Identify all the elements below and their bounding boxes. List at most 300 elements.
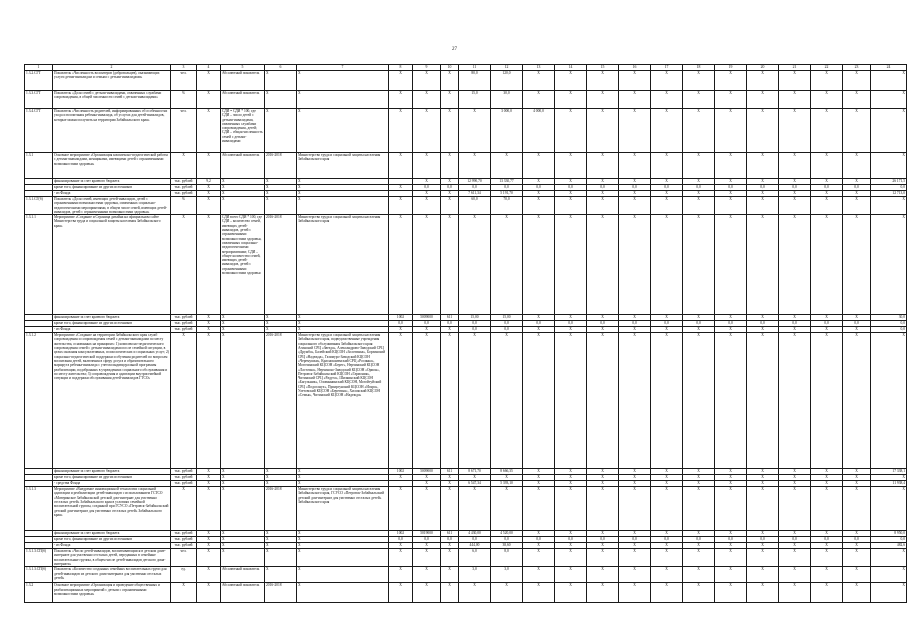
table-cell: X <box>197 567 221 583</box>
table-cell: X <box>779 215 811 315</box>
table-cell: 9,2 <box>197 179 221 185</box>
row-description-cell: Показатель «Численность родителей, информированных об особенностях ухода и воспитания ребенка-инвалида, об услугах для детей-инвалидов, которые можно получить на территории Забайкальского края» <box>53 109 171 153</box>
table-cell: X <box>197 71 221 91</box>
table-cell: X <box>683 583 715 603</box>
table-cell: X <box>683 153 715 179</box>
table-cell: X <box>779 153 811 179</box>
table-cell: X <box>441 109 459 153</box>
table-cell: 0,0 <box>523 321 555 327</box>
table-cell: X <box>619 191 651 197</box>
table-cell: X <box>843 333 871 469</box>
table-cell: X <box>297 197 389 215</box>
table-cell: 2016-2018 <box>265 583 297 603</box>
table-cell: X <box>389 215 413 315</box>
column-number-cell: 14 <box>555 65 587 71</box>
table-cell: X <box>843 315 871 321</box>
table-cell: X <box>171 153 197 179</box>
table-cell: X <box>651 567 683 583</box>
table-cell: X <box>619 197 651 215</box>
table-cell: X <box>265 91 297 109</box>
row-description-cell: финансирование за счет краевого бюджета <box>53 315 171 321</box>
table-cell: X <box>197 531 221 537</box>
table-cell: 0,0 <box>441 537 459 543</box>
table-cell: X <box>715 91 747 109</box>
table-cell: 0,0 <box>491 321 523 327</box>
table-row <box>25 487 907 531</box>
table-cell: X <box>221 333 265 469</box>
table-cell: X <box>413 179 441 185</box>
table-cell: 1.3.1.1 <box>25 215 53 315</box>
table-cell: X <box>587 481 619 487</box>
table-cell: X <box>747 481 779 487</box>
table-cell: X <box>523 475 555 481</box>
table-cell: X <box>413 543 441 549</box>
table-cell: X <box>843 153 871 179</box>
table-cell: X <box>171 215 197 315</box>
table-cell: X <box>221 185 265 191</box>
table-cell: X <box>197 475 221 481</box>
table-cell: X <box>683 179 715 185</box>
table-cell: 0,0 <box>459 321 491 327</box>
table-cell: 1.3.4.СГТ <box>25 109 53 153</box>
table-cell: X <box>221 191 265 197</box>
table-cell: 12 713,0 <box>871 191 907 197</box>
table-cell: % <box>171 91 197 109</box>
table-cell: X <box>197 549 221 567</box>
table-cell: тыс. рублей <box>171 543 197 549</box>
table-cell: X <box>197 153 221 179</box>
table-cell: X <box>747 531 779 537</box>
table-cell: X <box>651 153 683 179</box>
table-cell: X <box>843 191 871 197</box>
table-cell: X <box>715 469 747 475</box>
column-number-cell: 16 <box>619 65 651 71</box>
table-cell: X <box>651 475 683 481</box>
table-cell: X <box>779 333 811 469</box>
table-cell: X <box>221 549 265 567</box>
table-cell: Абсолютный показатель <box>221 567 265 583</box>
table-cell: X <box>555 315 587 321</box>
table-cell: X <box>715 531 747 537</box>
table-cell: X <box>197 197 221 215</box>
table-cell: тыс. рублей <box>171 185 197 191</box>
table-cell: X <box>265 321 297 327</box>
table-cell: X <box>587 153 619 179</box>
table-cell: X <box>871 549 907 567</box>
table-cell: X <box>297 567 389 583</box>
table-cell: чел. <box>171 71 197 91</box>
table-cell: X <box>197 109 221 153</box>
column-number-cell: 19 <box>715 65 747 71</box>
table-cell: 0,0 <box>491 185 523 191</box>
table-cell: X <box>747 469 779 475</box>
table-cell: X <box>389 475 413 481</box>
table-cell: 1.3.1.СГ(б) <box>25 197 53 215</box>
table-cell: X <box>197 487 221 531</box>
table-cell: X <box>811 333 843 469</box>
table-cell: 5009000 <box>413 469 441 475</box>
table-cell: 0,0 <box>811 321 843 327</box>
table-cell: X <box>843 109 871 153</box>
table-cell: X <box>843 583 871 603</box>
table-cell: X <box>747 315 779 321</box>
table-cell: X <box>413 153 441 179</box>
table-cell: X <box>221 481 265 487</box>
table-cell: X <box>651 315 683 321</box>
table-cell: X <box>619 469 651 475</box>
table-cell: X <box>555 179 587 185</box>
table-cell: X <box>587 531 619 537</box>
table-cell: X <box>265 191 297 197</box>
table-cell: X <box>389 327 413 333</box>
table-cell: 15,0 <box>459 91 491 109</box>
table-cell: X <box>715 481 747 487</box>
table-cell: 0,0 <box>747 537 779 543</box>
table-cell: X <box>459 487 491 531</box>
table-cell: X <box>843 179 871 185</box>
table-cell: СДИ всего СДИ * 100, где СДИ – количество семей, имеющих детей-инвалидов, детей с ограниченными возможностями здоровья, охваченных социально-педагогическими мероприятиями; СДИ – общее количество семей, имеющих детей-инвалидов, детей с ограниченными возможностями здоровья <box>221 215 265 315</box>
table-cell: X <box>221 179 265 185</box>
table-cell: X <box>587 197 619 215</box>
table-cell: X <box>265 469 297 475</box>
row-description-cell: кроме того, финансирование из других источников <box>53 321 171 327</box>
table-cell: X <box>619 215 651 315</box>
table-cell: 17 338,1 <box>871 469 907 475</box>
table-cell: тыс. рублей <box>171 179 197 185</box>
table-cell: 12 990,70 <box>459 179 491 185</box>
row-description-cell: кроме того, финансирование из других источников <box>53 537 171 543</box>
table-cell: X <box>619 71 651 91</box>
table-cell: X <box>811 91 843 109</box>
column-number-cell: 21 <box>779 65 811 71</box>
table-cell: X <box>811 567 843 583</box>
table-cell: 120,0 <box>491 71 523 91</box>
table-cell: X <box>779 315 811 321</box>
table-cell: X <box>651 469 683 475</box>
table-cell: X <box>779 469 811 475</box>
table-cell: X <box>715 109 747 153</box>
table-cell: X <box>715 549 747 567</box>
table-cell: X <box>265 327 297 333</box>
table-cell: X <box>683 469 715 475</box>
table-cell: X <box>811 487 843 531</box>
table-cell: X <box>523 191 555 197</box>
table-cell: X <box>441 191 459 197</box>
table-cell: 1.3.2 <box>25 583 53 603</box>
table-cell: X <box>523 91 555 109</box>
table-cell: X <box>811 549 843 567</box>
table-cell: X <box>811 179 843 185</box>
table-cell: 0,0 <box>747 185 779 191</box>
table-cell: X <box>441 179 459 185</box>
table-cell: 4 520,00 <box>491 531 523 537</box>
table-cell: X <box>171 487 197 531</box>
table-cell: X <box>413 197 441 215</box>
table-cell: 3 000,0 <box>491 109 523 153</box>
table-cell: X <box>297 537 389 543</box>
table-cell: X <box>715 475 747 481</box>
table-cell: X <box>619 153 651 179</box>
table-cell: X <box>651 327 683 333</box>
table-cell: X <box>555 191 587 197</box>
table-cell: X <box>651 543 683 549</box>
table-cell: тыс. рублей <box>171 469 197 475</box>
table-cell: X <box>389 549 413 567</box>
table-cell: X <box>651 179 683 185</box>
table-cell: X <box>491 487 523 531</box>
table-cell: X <box>715 197 747 215</box>
table-cell: тыс. рублей <box>171 481 197 487</box>
table-cell: X <box>683 91 715 109</box>
table-cell: 0,0 <box>747 321 779 327</box>
table-cell: 5 393,10 <box>491 481 523 487</box>
table-cell: 80,0 <box>459 71 491 91</box>
table-cell: X <box>779 567 811 583</box>
table-cell: X <box>297 531 389 537</box>
table-cell: X <box>197 191 221 197</box>
table-cell: 13 330,77 <box>491 179 523 185</box>
table-cell: X <box>747 487 779 531</box>
table-cell: X <box>197 215 221 315</box>
table-cell: Абсолютный показатель <box>221 153 265 179</box>
table-cell: X <box>389 543 413 549</box>
table-cell: X <box>265 185 297 191</box>
table-cell: 1.3.1 <box>25 153 53 179</box>
table-cell: 0,0 <box>779 185 811 191</box>
column-number-cell: 1 <box>25 65 53 71</box>
table-cell: 8 671,70 <box>459 469 491 475</box>
table-cell: X <box>651 333 683 469</box>
table-cell: X <box>779 327 811 333</box>
table-cell: X <box>197 91 221 109</box>
table-cell: X <box>297 321 389 327</box>
table-row <box>25 333 907 469</box>
table-cell: X <box>651 191 683 197</box>
table-cell: X <box>265 315 297 321</box>
table-cell: 0,0 <box>683 537 715 543</box>
table-cell: X <box>651 481 683 487</box>
table-cell: 0,0 <box>413 321 441 327</box>
table-cell: X <box>651 215 683 315</box>
row-description-cell: Показатель «Доля семей с детьми-инвалидами, охваченных службами сопровождения, в общей численности семей с детьми-инвалидами» <box>53 91 171 109</box>
table-cell: X <box>651 583 683 603</box>
table-cell: X <box>843 487 871 531</box>
column-number-cell: 22 <box>811 65 843 71</box>
table-cell: X <box>459 333 491 469</box>
table-cell: 0,0 <box>779 321 811 327</box>
column-number-cell: 12 <box>491 65 523 71</box>
table-cell: 1002 <box>389 469 413 475</box>
table-cell: X <box>619 583 651 603</box>
table-cell: X <box>811 315 843 321</box>
column-number-cell: 4 <box>197 65 221 71</box>
table-cell: X <box>683 531 715 537</box>
column-number-cell: 18 <box>683 65 715 71</box>
table-row <box>25 567 907 583</box>
table-cell: X <box>619 109 651 153</box>
table-cell: X <box>811 197 843 215</box>
table-row <box>25 197 907 215</box>
table-cell: X <box>221 537 265 543</box>
table-cell: X <box>197 321 221 327</box>
table-cell: X <box>197 315 221 321</box>
table-cell: 1002 <box>389 315 413 321</box>
column-number-cell: 17 <box>651 65 683 71</box>
table-cell: 1.3.1.3.СП(б) <box>25 549 53 567</box>
table-cell: X <box>555 543 587 549</box>
table-cell: X <box>389 567 413 583</box>
table-cell: X <box>747 549 779 567</box>
table-cell: X <box>555 215 587 315</box>
table-cell: X <box>651 109 683 153</box>
column-number-cell: 3 <box>171 65 197 71</box>
row-description-cell: - средства Фонда <box>53 481 171 487</box>
table-cell: X <box>265 543 297 549</box>
table-row <box>25 109 907 153</box>
table-cell: X <box>683 109 715 153</box>
table-cell: 1.3.3.СГТ <box>25 91 53 109</box>
table-cell: X <box>651 91 683 109</box>
table-cell: X <box>523 215 555 315</box>
table-cell: X <box>683 567 715 583</box>
table-cell: X <box>221 327 265 333</box>
table-cell: 0,0 <box>413 185 441 191</box>
table-cell: 0,0 <box>619 537 651 543</box>
program-table <box>24 64 907 603</box>
table-cell: X <box>683 71 715 91</box>
table-cell: 0,0 <box>843 537 871 543</box>
table-cell: X <box>843 71 871 91</box>
table-cell: тыс. рублей <box>171 321 197 327</box>
table-cell: X <box>871 475 907 481</box>
table-cell: 1.3.1.3.СП(б) <box>25 567 53 583</box>
table-cell: 0,0 <box>491 327 523 333</box>
table-cell: X <box>587 543 619 549</box>
table-cell: 60,0 <box>459 197 491 215</box>
table-cell: X <box>389 91 413 109</box>
table-cell: X <box>389 153 413 179</box>
table-cell: X <box>441 487 459 531</box>
table-cell: X <box>555 549 587 567</box>
table-cell: X <box>555 481 587 487</box>
table-cell: X <box>619 531 651 537</box>
table-cell: X <box>747 567 779 583</box>
table-cell: X <box>197 333 221 469</box>
table-cell: X <box>197 543 221 549</box>
table-cell: X <box>715 487 747 531</box>
table-cell: % <box>171 197 197 215</box>
table-cell: X <box>459 583 491 603</box>
table-cell: Министерство труда и социальной защиты населения Забайкальского края, подведомственные учреждения социального обслуживания Забайкальского края: Агинский СРЦ «Звезда», Александрово-Заводский СРЦ «Дружба», Балейский КЦСОН «Золотинка», Борзинский СРЦ «Надежда», Газимуро-Заводский КЦСОН «Черемушки», Краснокаменский СРЦ «Росинка», Могочинский КЦСОН «Берег», Нерчинский КЦСОН «Ласточка», Нерчинско-Заводский КЦСОН «Орион», Петровск-Забайкальский КЦСОН «Гармония», Читинский СРЦ «Радуга», Шилкинский КЦСОН «Багульник», Оловяннинский КЦСОН, Могойтуйский СРЦ «Подсолнух», Приаргунский КЦСОН «Искра», Улетовский КЦСОН «Берегиня», Хилокский КЦСОН «Семья», Читинский КЦСОН «Надежда» <box>297 333 389 469</box>
table-cell: 0,0 <box>843 185 871 191</box>
table-cell: X <box>441 549 459 567</box>
row-description-cell: - из Фонда <box>53 327 171 333</box>
table-cell: X <box>651 71 683 91</box>
table-cell: 1002 <box>389 531 413 537</box>
table-cell: X <box>555 91 587 109</box>
table-cell: X <box>523 315 555 321</box>
table-cell: X <box>297 549 389 567</box>
table-cell: X <box>779 91 811 109</box>
table-cell: X <box>683 197 715 215</box>
table-cell: X <box>747 153 779 179</box>
table-cell: X <box>491 153 523 179</box>
table-cell: X <box>523 71 555 91</box>
table-cell: 8,0 <box>491 549 523 567</box>
row-description-cell: Показатель «Количество созданных семейных воспитательных групп для детей-инвалидов из детского дома-интерната для умственно отсталых детей» <box>53 567 171 583</box>
table-cell: X <box>779 487 811 531</box>
table-cell: X <box>459 109 491 153</box>
table-cell: чел. <box>171 549 197 567</box>
table-cell: X <box>747 109 779 153</box>
table-cell: 444,00 <box>459 543 491 549</box>
table-cell: 0,0 <box>651 321 683 327</box>
row-description-cell: Мероприятие «Создание и Страница дизайна на официальном сайте Министерства труда и социальной защиты населения Забайкальского края» <box>53 215 171 315</box>
table-cell: X <box>555 469 587 475</box>
table-cell: X <box>843 543 871 549</box>
table-cell: X <box>747 179 779 185</box>
table-cell: X <box>715 543 747 549</box>
table-cell: тыс. рублей <box>171 191 197 197</box>
table-cell: X <box>683 549 715 567</box>
table-cell: X <box>221 475 265 481</box>
table-cell: X <box>555 197 587 215</box>
table-cell: X <box>747 327 779 333</box>
table-cell: X <box>523 567 555 583</box>
table-cell: 3,0 <box>491 567 523 583</box>
table-cell: 2016-2018 <box>265 333 297 469</box>
table-cell: X <box>683 487 715 531</box>
table-cell: X <box>871 215 907 315</box>
row-description-cell: кроме того, финансирование из других источников <box>53 185 171 191</box>
table-cell: X <box>297 109 389 153</box>
table-cell: X <box>619 333 651 469</box>
table-cell: X <box>523 333 555 469</box>
table-cell: 0,0 <box>555 185 587 191</box>
table-cell: 5 191,70 <box>491 191 523 197</box>
table-cell: 0,0 <box>459 327 491 333</box>
table-row <box>25 215 907 315</box>
table-cell: X <box>587 109 619 153</box>
table-cell: X <box>221 321 265 327</box>
table-cell: X <box>843 215 871 315</box>
table-cell: X <box>491 475 523 481</box>
table-cell: X <box>587 549 619 567</box>
table-cell: X <box>413 91 441 109</box>
table-cell: ед. <box>171 567 197 583</box>
table-cell: X <box>221 543 265 549</box>
table-cell: 5019000 <box>413 531 441 537</box>
table-cell: X <box>779 197 811 215</box>
table-cell: X <box>779 191 811 197</box>
table-cell: X <box>265 531 297 537</box>
table-cell: 611 <box>441 315 459 321</box>
table-cell: X <box>683 215 715 315</box>
table-cell: X <box>779 179 811 185</box>
table-cell: тыс. рублей <box>171 537 197 543</box>
table-cell: 611 <box>441 469 459 475</box>
table-cell: Абсолютный показатель <box>221 91 265 109</box>
table-cell: 0,0 <box>587 537 619 543</box>
table-cell: X <box>297 543 389 549</box>
table-cell: X <box>555 487 587 531</box>
table-cell: X <box>555 109 587 153</box>
row-description-cell: Основное мероприятие «Организация и проведение общественных и реабилитационных мероприятий с детьми с ограниченными возможностями здоровья» <box>53 583 171 603</box>
table-cell: X <box>587 191 619 197</box>
row-description-cell: Показатель «Доля семей, имеющих детей-инвалидов, детей с ограниченными возможностями здоровья, охваченных социально-педагогическими мероприятиями, в общем числе семей, имеющих детей-инвалидов, детей с ограниченными возможностями здоровья» <box>53 197 171 215</box>
table-cell: 4 000,0 <box>523 109 555 153</box>
table-cell: X <box>871 333 907 469</box>
